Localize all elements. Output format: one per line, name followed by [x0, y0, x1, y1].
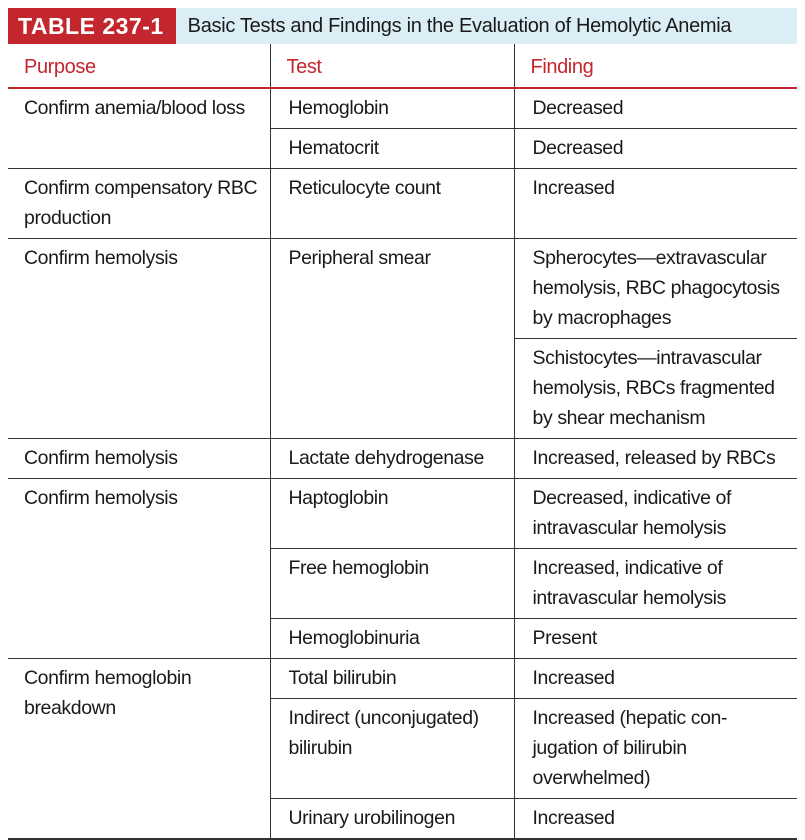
table-header [8, 44, 797, 88]
cell-finding: Spherocytes—extravascular hemolysis, RBC phagocytosis by macrophages [514, 239, 797, 339]
cell-finding: Decreased, indicative of intravascular hemolysis [514, 479, 797, 549]
table-row [8, 439, 797, 479]
cell-purpose: Confirm hemoglobin breakdown [8, 659, 270, 840]
cell-purpose: Confirm anemia/blood loss [8, 88, 270, 169]
table-row [8, 239, 797, 339]
cell-finding: Present [514, 619, 797, 659]
cell-finding: Increased, released by RBCs [514, 439, 797, 479]
cell-finding: Increased, indicative of intravascular hemolysis [514, 549, 797, 619]
cell-test: Lactate dehydrogenase [270, 439, 514, 479]
header-test: Test [270, 44, 514, 88]
header-finding: Finding [514, 44, 797, 88]
cell-finding: Increased [514, 799, 797, 840]
table-title-bar [8, 8, 797, 44]
table-number-label: TABLE 237-1 [8, 8, 176, 44]
cell-test: Reticulocyte count [270, 169, 514, 239]
table-row [8, 659, 797, 699]
header-row [8, 44, 797, 88]
table-body [8, 88, 797, 839]
cell-test: Hematocrit [270, 129, 514, 169]
cell-finding: Decreased [514, 129, 797, 169]
cell-finding: Increased (hepatic con- jugation of bilirubin overwhelmed) [514, 699, 797, 799]
cell-finding: Increased [514, 659, 797, 699]
table-title: Basic Tests and Findings in the Evaluation of Hemolytic Anemia [187, 14, 732, 37]
cell-test: Indirect (unconjugated) bilirubin [270, 699, 514, 799]
header-purpose: Purpose [8, 44, 270, 88]
cell-test: Urinary urobilinogen [270, 799, 514, 840]
cell-test: Free hemoglobin [270, 549, 514, 619]
table-row [8, 88, 797, 129]
cell-purpose: Confirm compensatory RBC production [8, 169, 270, 239]
cell-purpose: Confirm hemolysis [8, 239, 270, 439]
cell-purpose: Confirm hemolysis [8, 439, 270, 479]
cell-finding: Increased [514, 169, 797, 239]
table-row [8, 169, 797, 239]
cell-test: Peripheral smear [270, 239, 514, 439]
hemolytic-anemia-table [8, 44, 797, 840]
cell-purpose: Confirm hemolysis [8, 479, 270, 659]
cell-finding: Schistocytes—intravascular hemolysis, RBCs fragmented by shear mechanism [514, 339, 797, 439]
cell-finding: Decreased [514, 88, 797, 129]
cell-test: Total bilirubin [270, 659, 514, 699]
cell-test: Haptoglobin [270, 479, 514, 549]
cell-test: Hemoglobinuria [270, 619, 514, 659]
cell-test: Hemoglobin [270, 88, 514, 129]
table-row [8, 479, 797, 549]
